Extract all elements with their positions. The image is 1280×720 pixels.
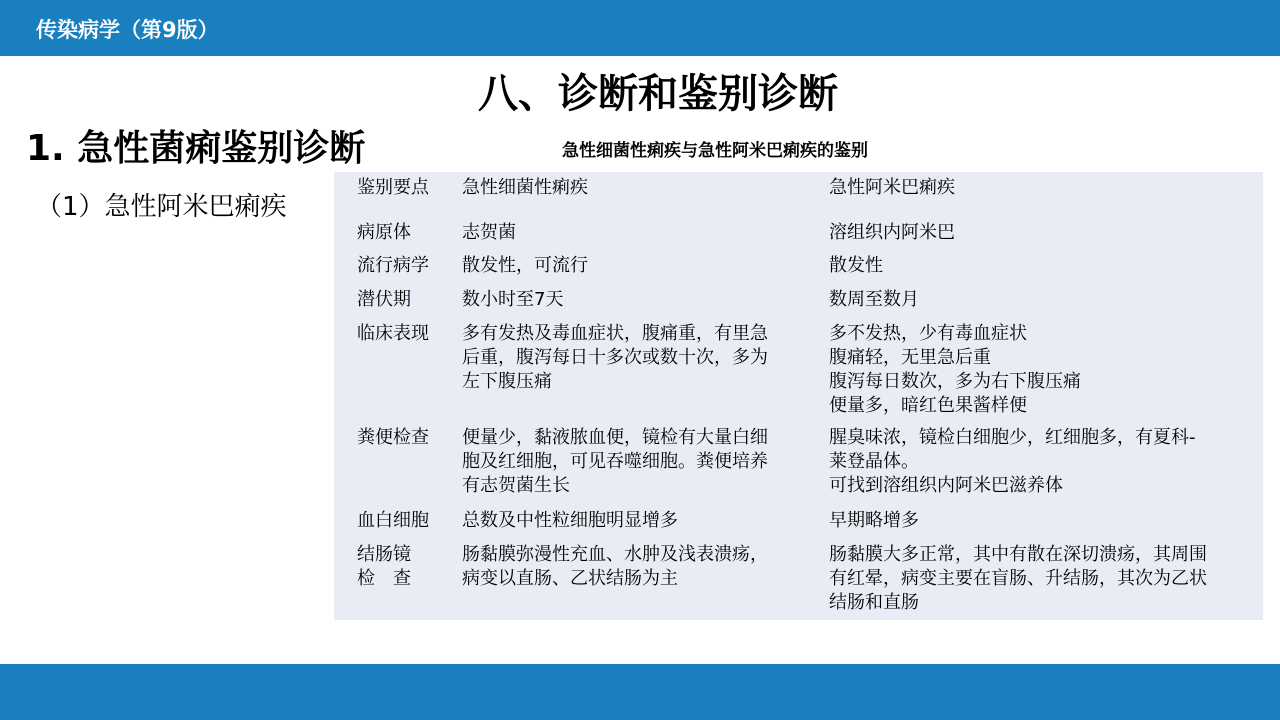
sub-heading: （1）急性阿米巴痢疾 [36, 192, 287, 222]
header-bacillary-cell: 急性细菌性痢疾 [462, 177, 588, 198]
row-key-cell: 潜伏期 [357, 289, 411, 310]
row-bacillary-cell: 总数及中性粒细胞明显增多 [462, 510, 678, 531]
row-key-cell: 血白细胞 [357, 510, 429, 531]
row-key-cell: 粪便检查 [357, 427, 429, 448]
section-heading: 1. 急性菌痢鉴别诊断 [26, 128, 366, 169]
row-amoebic-cell: 溶组织内阿米巴 [829, 222, 955, 243]
header-key-cell: 鉴别要点 [357, 177, 429, 198]
row-key-cell: 病原体 [357, 222, 411, 243]
row-bacillary-cell: 肠黏膜弥漫性充血、水肿及浅表溃疡， 病变以直肠、乙状结肠为主 [462, 544, 768, 589]
row-amoebic-cell: 腥臭味浓，镜检白细胞少，红细胞多，有夏科- 莱登晶体。 可找到溶组织内阿米巴滋养体 [829, 427, 1196, 496]
row-bacillary-cell: 数小时至7天 [462, 289, 564, 310]
slide-title: 八、诊断和鉴别诊断 [478, 71, 838, 117]
row-key-cell: 流行病学 [357, 255, 429, 276]
row-bacillary-cell: 志贺菌 [462, 222, 516, 243]
row-amoebic-cell: 数周至数月 [829, 289, 919, 310]
row-amoebic-cell: 散发性 [829, 255, 883, 276]
row-bacillary-cell: 散发性，可流行 [462, 255, 588, 276]
row-bacillary-cell: 便量少，黏液脓血便，镜检有大量白细 胞及红细胞，可见吞噬细胞。粪便培养 有志贺菌生长 [462, 427, 768, 496]
row-amoebic-cell: 肠黏膜大多正常，其中有散在深切溃疡，其周围 有红晕，病变主要在盲肠、升结肠，其次为乙状 结肠和直肠 [829, 544, 1207, 613]
table-caption: 急性细菌性痢疾与急性阿米巴痢疾的鉴别 [562, 141, 868, 161]
header-bar [0, 0, 1280, 56]
table-row [352, 543, 1258, 617]
header-amoebic-cell: 急性阿米巴痢疾 [829, 177, 955, 198]
footer-bar [0, 664, 1280, 720]
table-row [352, 288, 1258, 322]
table-row [352, 426, 1258, 509]
row-amoebic-cell: 早期略增多 [829, 510, 919, 531]
table-row [352, 322, 1258, 426]
comparison-table [352, 176, 1258, 617]
row-bacillary-cell: 多有发热及毒血症状，腹痛重，有里急 后重，腹泻每日十多次或数十次，多为 左下腹压痛 [462, 323, 768, 392]
table-row [352, 254, 1258, 288]
table-header-row [352, 176, 1258, 221]
book-title: 传染病学（第9版） [36, 18, 219, 42]
table-row [352, 221, 1258, 254]
row-amoebic-cell: 多不发热，少有毒血症状 腹痛轻，无里急后重 腹泻每日数次，多为右下腹压痛 便量多，暗红色果酱样便 [829, 323, 1081, 416]
row-key-cell: 临床表现 [357, 323, 429, 344]
table-row [352, 509, 1258, 543]
row-key-cell: 结肠镜 检 查 [357, 544, 411, 589]
